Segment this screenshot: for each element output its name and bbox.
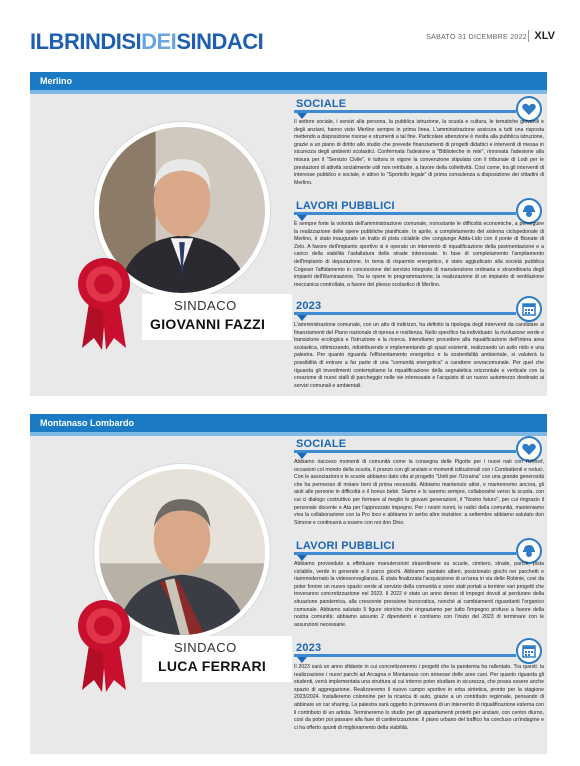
calendar-icon xyxy=(516,638,542,664)
heading-arrow-icon xyxy=(297,657,307,663)
newspaper-brand xyxy=(30,28,263,56)
section-header: Montanaso Lombardo xyxy=(30,414,547,432)
masthead xyxy=(30,28,555,56)
block-label: SOCIALE xyxy=(296,438,347,450)
block-heading xyxy=(294,642,544,656)
block-text: Abbiamo provveduto a effettuare manutenzioni straordinarie su scuole, cimitero, strade, parchi, pista ciclabile, verde in generale e il parco giochi. Abbiamo piantato alberi, posizionato giochi nei parchetti e riammodernato la videosorveglianza. È stata finalizzata l'acquisizione di un'area in via delle Robinie, così da poter fornire un nuovo spazio verde al servizio della comunità e sono stati portati a termine vari progetti che troveranno concretizzazione nel 2023. Il 2022 è stato un anno denso di impegni dovuti al perdurare della situazione pandemica, alla crescente pressione burocratica, nonché ai cambiamenti riguardanti l'organico comunale. Abbiamo salutato 5 figure storiche che ringraziamo per tutto l'impegno profuso a favore della nostra comunità: abbiamo assunto 2 dipendenti e contiamo con l'inizio del 2023 di terminare con le assunzioni necessarie. xyxy=(294,561,544,628)
heading-bar xyxy=(294,110,516,113)
block-sociale xyxy=(294,438,544,526)
mayor-name-box xyxy=(142,294,292,340)
block-lavori-pubblici xyxy=(294,540,544,628)
block-heading xyxy=(294,438,544,452)
block-text: L'amministrazione comunale, con un atto di indirizzo, ha definito la tipologia degli interventi da candidare ai finanziamenti del Piano nazionale di ripresa e resilienza. Nello specifico ha individuato: la rivoluzione verde e transizione ecologica e l'istruzione e la ricerca. Intendiamo procedere alla riqualificazione dell'intera area scolastica, ottimizzando, ridistribuendo e implementando gli spazi esistenti, realizzando un asilo nido e una palestra. Per quanto riguarda l'efficientamento energetico e la sostenibilità ambientale, si valuterà la possibilità di entrare a far parte di una "comunità energetica" a carattere sovracomunale. Per quel che riguarda gli investimenti contempliamo la riqualificazione della segnaletica orizzontale e verticale con la creazione di nuovi stalli di parcheggio nelle vie interessate e l'acquisto di un nuovo automezzo destinato ai servizi comunali e ambientali. xyxy=(294,322,544,389)
brand-part-b: DEI xyxy=(141,29,177,54)
divider xyxy=(30,432,547,436)
mayor-title: SINDACO xyxy=(174,298,237,313)
mayor-name-box xyxy=(142,636,292,682)
block-2023 xyxy=(294,300,544,389)
block-label: 2023 xyxy=(296,642,322,654)
mayor-name: LUCA FERRARI xyxy=(158,658,267,674)
block-label: 2023 xyxy=(296,300,322,312)
section-merlino xyxy=(30,72,547,396)
divider xyxy=(30,90,547,94)
block-2023 xyxy=(294,642,545,731)
brand-part-a: ILBRINDISI xyxy=(30,29,142,54)
heading-bar xyxy=(294,654,516,657)
calendar-icon xyxy=(516,296,542,322)
page-number: XLV xyxy=(528,30,555,42)
block-text: Il settore sociale, i servizi alla persona, la pubblica istruzione, la scuola e cultura, le tematiche giovanili e degli anziani, hanno visto Merlino sempre in prima linea. L'amministrazione assicura a tutti una risposta mettendo a disposizione risorse e strumenti a tal fine. Particolare attenzione è rivolta alla pubblica istruzione, grazie a un piano di diritto allo studio che prevede finanziamenti di progetti didattici e interventi di messa in sicurezza degli ambienti scolastici. Confermata l'adesione a "Biblioteche in rete", rinnovata l'adesione alla misura per il "Servizio Civile", è tuttora in vigore la convenzione stipulata con il tribunale di Lodi per le prestazioni di attività socialmente utili non retribuite, a favore della collettività. Così come, tra gli interventi di interesse pubblico e sociale, è attivo lo "Sportello legale" di prima consulenza a disposizione dei cittadini di Merlino. xyxy=(294,119,544,186)
heading-bar xyxy=(294,450,516,453)
block-label: SOCIALE xyxy=(296,98,347,110)
rosette-ribbon-icon xyxy=(76,598,132,694)
block-label: LAVORI PUBBLICI xyxy=(296,540,395,552)
heading-bar xyxy=(294,212,516,215)
block-heading xyxy=(294,540,544,554)
block-heading xyxy=(294,200,544,214)
section-header: Merlino xyxy=(30,72,547,90)
issue-date: SABATO 31 DICEMBRE 2022 xyxy=(426,34,527,41)
block-sociale xyxy=(294,98,544,186)
section-montanaso-lombardo xyxy=(30,414,547,754)
mayor-name: GIOVANNI FAZZI xyxy=(150,316,266,332)
block-lavori-pubblici xyxy=(294,200,544,288)
block-heading xyxy=(294,300,544,314)
heading-arrow-icon xyxy=(297,315,307,321)
rosette-ribbon-icon xyxy=(76,256,132,352)
block-text: Il 2023 sarà un anno sfidante in cui concretizzeremo i progetti che la pandemia ha rallentato. Tra questi: la realizzazione i nuovi parchi ad Arcagna e Montanaso con annesse delle aree cani. Per quanto riguarda gli studenti, verrà implementata una struttura al cui interno poter studiare in sicurezza, che possa essere anche spazio di aggregazione. Realizzeremo il nuovo campo sportivo in erba sintetica, pronto per la stagione 2023/2024. Installeremo colonnine per la ricarica di auto, grazie a un contributo regionale, pensando di abbinare un car sharing. La palestra sarà oggetto in primavera di un intervento di riqualificazione esterna con il contributo di un artista. Termineremo lo studio per gli appartamenti protetti per anziani, con centro diurno, così da poter poi passare alla fase di cantierizzazione. Il piano urbano del traffico ha concluso un'indagine e ci ha offerto spunti di miglioramento della viabilità. xyxy=(294,664,545,731)
block-text: È sempre forte la volontà dell'amministrazione comunale, nonostante le difficoltà economiche, a perseguire la realizzazione delle opere pubbliche pianificate. In aprile, a completamento del sistema ciclopedonale di Merlino, è stato inaugurato un tratto di pista ciclabile che congiunge Adda-Lido con il ponte di Bisnate di Zelo. A favore dell'impianto sportivo si è operato un intervento di riqualificazione della pavimentazione e a carico della viabilità l'asfaltatura delle strade interessate. In fase di completamento l'ampliamento dell'impianto di depurazione. In tema di risparmio energetico, è stato aggiudicato alla società pubblica Cogeser l'affidamento in concessione del servizio integrato di manutenzione ordinaria e straordinaria degli impianti dell'illuminazione. Tra le opere in programmazione, la realizzazione di un impianto di ventilazione meccanica controllata, a favore del plesso scolastico di Merlino. xyxy=(294,221,544,288)
block-text: Abbiamo riacceso momenti di comunità come la consegna delle Pigotte per i nuovi nati con l'Unicef, occasioni col mondo della scuola, il pranzo con gli anziani e momenti istituzionali con i Combattenti e reduci. Con le associazioni e le scuole abbiamo dato vita al progetto "Uniti per l'Ucraina" con una grande generosità che ha permesso di inviare beni di prima necessità. Abbiamo mantenuto attivi, e mantenremo ancora, gli aiuti alle persone in difficoltà e il bonus bebè. Siamo e lo saremo sempre, collaborativi verso la scuola, con cui ci dialogo costruttivo per formare al meglio le giovani generazioni, il "Nostro futuro", per cui ringrazio il personale docente e Ata per l'apprezzato impegno. Per i nostri nonni, le radici della comunità, manteniamo viva la collaborazione con la Pro loco e abbiamo in serbo altre iniziative: a settembre abbiamo salutato don Simone e continuerà a essere con noi don Dino. xyxy=(294,459,544,526)
heading-bar xyxy=(294,312,516,315)
mayor-title: SINDACO xyxy=(174,640,237,655)
brand-part-c: SINDACI xyxy=(176,29,264,54)
block-label: LAVORI PUBBLICI xyxy=(296,200,395,212)
block-heading xyxy=(294,98,544,112)
heading-bar xyxy=(294,552,516,555)
